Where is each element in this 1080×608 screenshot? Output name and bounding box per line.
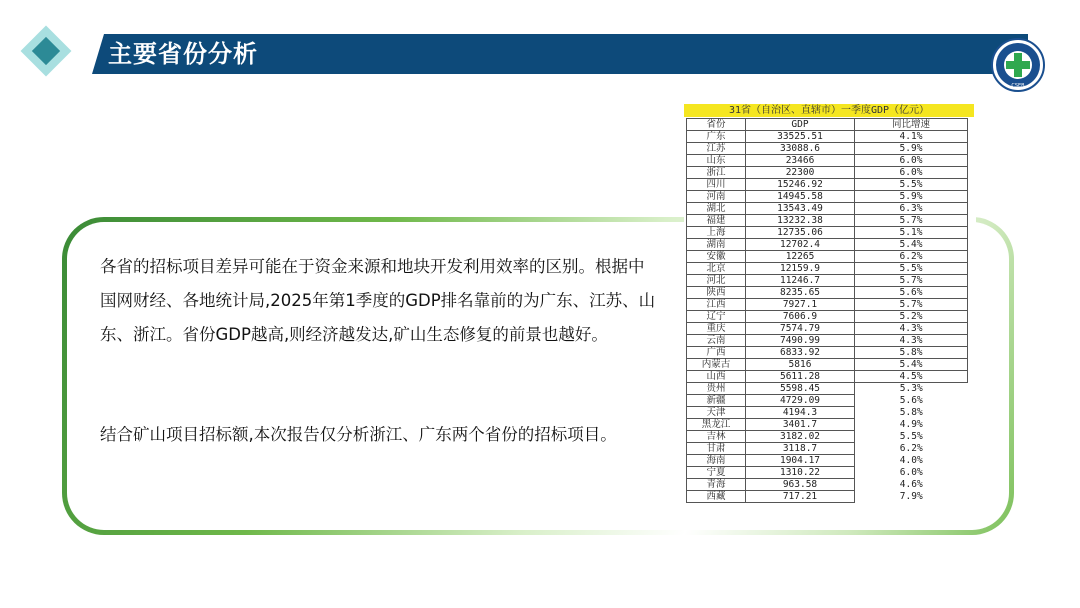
growth-cell: 6.0% <box>855 155 968 167</box>
table-row <box>687 443 968 455</box>
province-cell: 湖南 <box>687 239 746 251</box>
growth-cell: 5.7% <box>855 275 968 287</box>
province-cell: 云南 <box>687 335 746 347</box>
table-row <box>687 383 968 395</box>
table-row <box>687 143 968 155</box>
province-cell: 青海 <box>687 479 746 491</box>
growth-cell: 5.5% <box>855 263 968 275</box>
gdp-cell: 1310.22 <box>746 467 855 479</box>
gdp-cell: 4194.3 <box>746 407 855 419</box>
gdp-table-title: 31省（自治区、直辖市）一季度GDP（亿元） <box>684 104 974 117</box>
table-row <box>687 155 968 167</box>
province-cell: 宁夏 <box>687 467 746 479</box>
table-row <box>687 359 968 371</box>
growth-cell: 5.8% <box>855 347 968 359</box>
gdp-cell: 33088.6 <box>746 143 855 155</box>
province-cell: 黑龙江 <box>687 419 746 431</box>
table-row <box>687 215 968 227</box>
province-cell: 上海 <box>687 227 746 239</box>
growth-cell: 5.7% <box>855 299 968 311</box>
growth-cell: 6.2% <box>855 251 968 263</box>
gdp-cell: 22300 <box>746 167 855 179</box>
province-cell: 西藏 <box>687 491 746 503</box>
province-cell: 安徽 <box>687 251 746 263</box>
province-cell: 江苏 <box>687 143 746 155</box>
growth-cell: 4.3% <box>855 323 968 335</box>
province-cell: 贵州 <box>687 383 746 395</box>
table-row <box>687 263 968 275</box>
gdp-cell: 7574.79 <box>746 323 855 335</box>
gdp-cell: 963.58 <box>746 479 855 491</box>
growth-cell: 6.0% <box>855 467 968 479</box>
gdp-cell: 4729.09 <box>746 395 855 407</box>
growth-cell: 5.5% <box>855 179 968 191</box>
logo-text: CSEB <box>1011 83 1025 89</box>
organization-logo <box>988 38 1048 94</box>
province-cell: 内蒙古 <box>687 359 746 371</box>
table-row <box>687 467 968 479</box>
table-header-cell: GDP <box>746 119 855 131</box>
growth-cell: 5.5% <box>855 431 968 443</box>
gdp-cell: 3401.7 <box>746 419 855 431</box>
gdp-cell: 3182.02 <box>746 431 855 443</box>
growth-cell: 4.1% <box>855 131 968 143</box>
growth-cell: 4.6% <box>855 479 968 491</box>
table-row <box>687 479 968 491</box>
table-row <box>687 239 968 251</box>
gdp-cell: 33525.51 <box>746 131 855 143</box>
gdp-cell: 8235.65 <box>746 287 855 299</box>
gdp-cell: 6833.92 <box>746 347 855 359</box>
table-row <box>687 299 968 311</box>
province-cell: 山西 <box>687 371 746 383</box>
province-cell: 北京 <box>687 263 746 275</box>
table-header-row <box>687 119 968 131</box>
table-row <box>687 311 968 323</box>
gdp-cell: 12159.9 <box>746 263 855 275</box>
gdp-cell: 7927.1 <box>746 299 855 311</box>
province-cell: 新疆 <box>687 395 746 407</box>
province-cell: 山东 <box>687 155 746 167</box>
table-row <box>687 347 968 359</box>
growth-cell: 6.2% <box>855 443 968 455</box>
gdp-table <box>686 118 968 503</box>
growth-cell: 5.3% <box>855 383 968 395</box>
province-cell: 江西 <box>687 299 746 311</box>
gdp-cell: 12735.06 <box>746 227 855 239</box>
province-cell: 河北 <box>687 275 746 287</box>
gdp-cell: 13543.49 <box>746 203 855 215</box>
growth-cell: 5.7% <box>855 215 968 227</box>
growth-cell: 5.4% <box>855 239 968 251</box>
growth-cell: 4.9% <box>855 419 968 431</box>
gdp-cell: 7606.9 <box>746 311 855 323</box>
gdp-cell: 12265 <box>746 251 855 263</box>
table-row <box>687 191 968 203</box>
province-cell: 浙江 <box>687 167 746 179</box>
body-paragraph-1: 各省的招标项目差异可能在于资金来源和地块开发利用效率的区别。根据中国网财经、各地统计局,2025年第1季度的GDP排名靠前的为广东、江苏、山东、浙江。省份GDP越高,则经济越发达,矿山生态修复的前景也越好。 <box>100 257 656 344</box>
growth-cell: 5.2% <box>855 311 968 323</box>
table-row <box>687 227 968 239</box>
table-row <box>687 179 968 191</box>
growth-cell: 5.4% <box>855 359 968 371</box>
gdp-cell: 23466 <box>746 155 855 167</box>
province-cell: 吉林 <box>687 431 746 443</box>
province-cell: 甘肃 <box>687 443 746 455</box>
table-row <box>687 371 968 383</box>
growth-cell: 5.6% <box>855 395 968 407</box>
gdp-cell: 15246.92 <box>746 179 855 191</box>
gdp-cell: 12702.4 <box>746 239 855 251</box>
body-paragraph-2: 结合矿山项目招标额,本次报告仅分析浙江、广东两个省份的招标项目。 <box>100 425 617 444</box>
growth-cell: 5.8% <box>855 407 968 419</box>
table-row <box>687 203 968 215</box>
page-title: 主要省份分析 <box>108 40 258 68</box>
province-cell: 海南 <box>687 455 746 467</box>
gdp-cell: 7490.99 <box>746 335 855 347</box>
gdp-cell: 5598.45 <box>746 383 855 395</box>
province-cell: 四川 <box>687 179 746 191</box>
growth-cell: 7.9% <box>855 491 968 503</box>
table-row <box>687 131 968 143</box>
growth-cell: 4.5% <box>855 371 968 383</box>
province-cell: 广西 <box>687 347 746 359</box>
table-row <box>687 287 968 299</box>
gdp-cell: 1904.17 <box>746 455 855 467</box>
table-row <box>687 431 968 443</box>
gdp-cell: 5611.28 <box>746 371 855 383</box>
province-cell: 陕西 <box>687 287 746 299</box>
province-cell: 河南 <box>687 191 746 203</box>
table-row <box>687 167 968 179</box>
growth-cell: 5.1% <box>855 227 968 239</box>
province-cell: 重庆 <box>687 323 746 335</box>
growth-cell: 5.9% <box>855 143 968 155</box>
table-row <box>687 251 968 263</box>
province-cell: 辽宁 <box>687 311 746 323</box>
growth-cell: 4.3% <box>855 335 968 347</box>
province-cell: 湖北 <box>687 203 746 215</box>
growth-cell: 5.6% <box>855 287 968 299</box>
growth-cell: 5.9% <box>855 191 968 203</box>
table-row <box>687 323 968 335</box>
table-row <box>687 419 968 431</box>
gdp-cell: 14945.58 <box>746 191 855 203</box>
gdp-cell: 13232.38 <box>746 215 855 227</box>
growth-cell: 4.0% <box>855 455 968 467</box>
gdp-cell: 11246.7 <box>746 275 855 287</box>
table-row <box>687 455 968 467</box>
table-header-cell: 省份 <box>687 119 746 131</box>
table-row <box>687 407 968 419</box>
growth-cell: 6.0% <box>855 167 968 179</box>
table-row <box>687 275 968 287</box>
table-row <box>687 395 968 407</box>
table-header-cell: 同比增速 <box>855 119 968 131</box>
table-row <box>687 491 968 503</box>
province-cell: 广东 <box>687 131 746 143</box>
province-cell: 福建 <box>687 215 746 227</box>
gdp-cell: 5816 <box>746 359 855 371</box>
gdp-cell: 717.21 <box>746 491 855 503</box>
table-row <box>687 335 968 347</box>
province-cell: 天津 <box>687 407 746 419</box>
growth-cell: 6.3% <box>855 203 968 215</box>
gdp-table-image <box>684 104 976 522</box>
gdp-cell: 3118.7 <box>746 443 855 455</box>
